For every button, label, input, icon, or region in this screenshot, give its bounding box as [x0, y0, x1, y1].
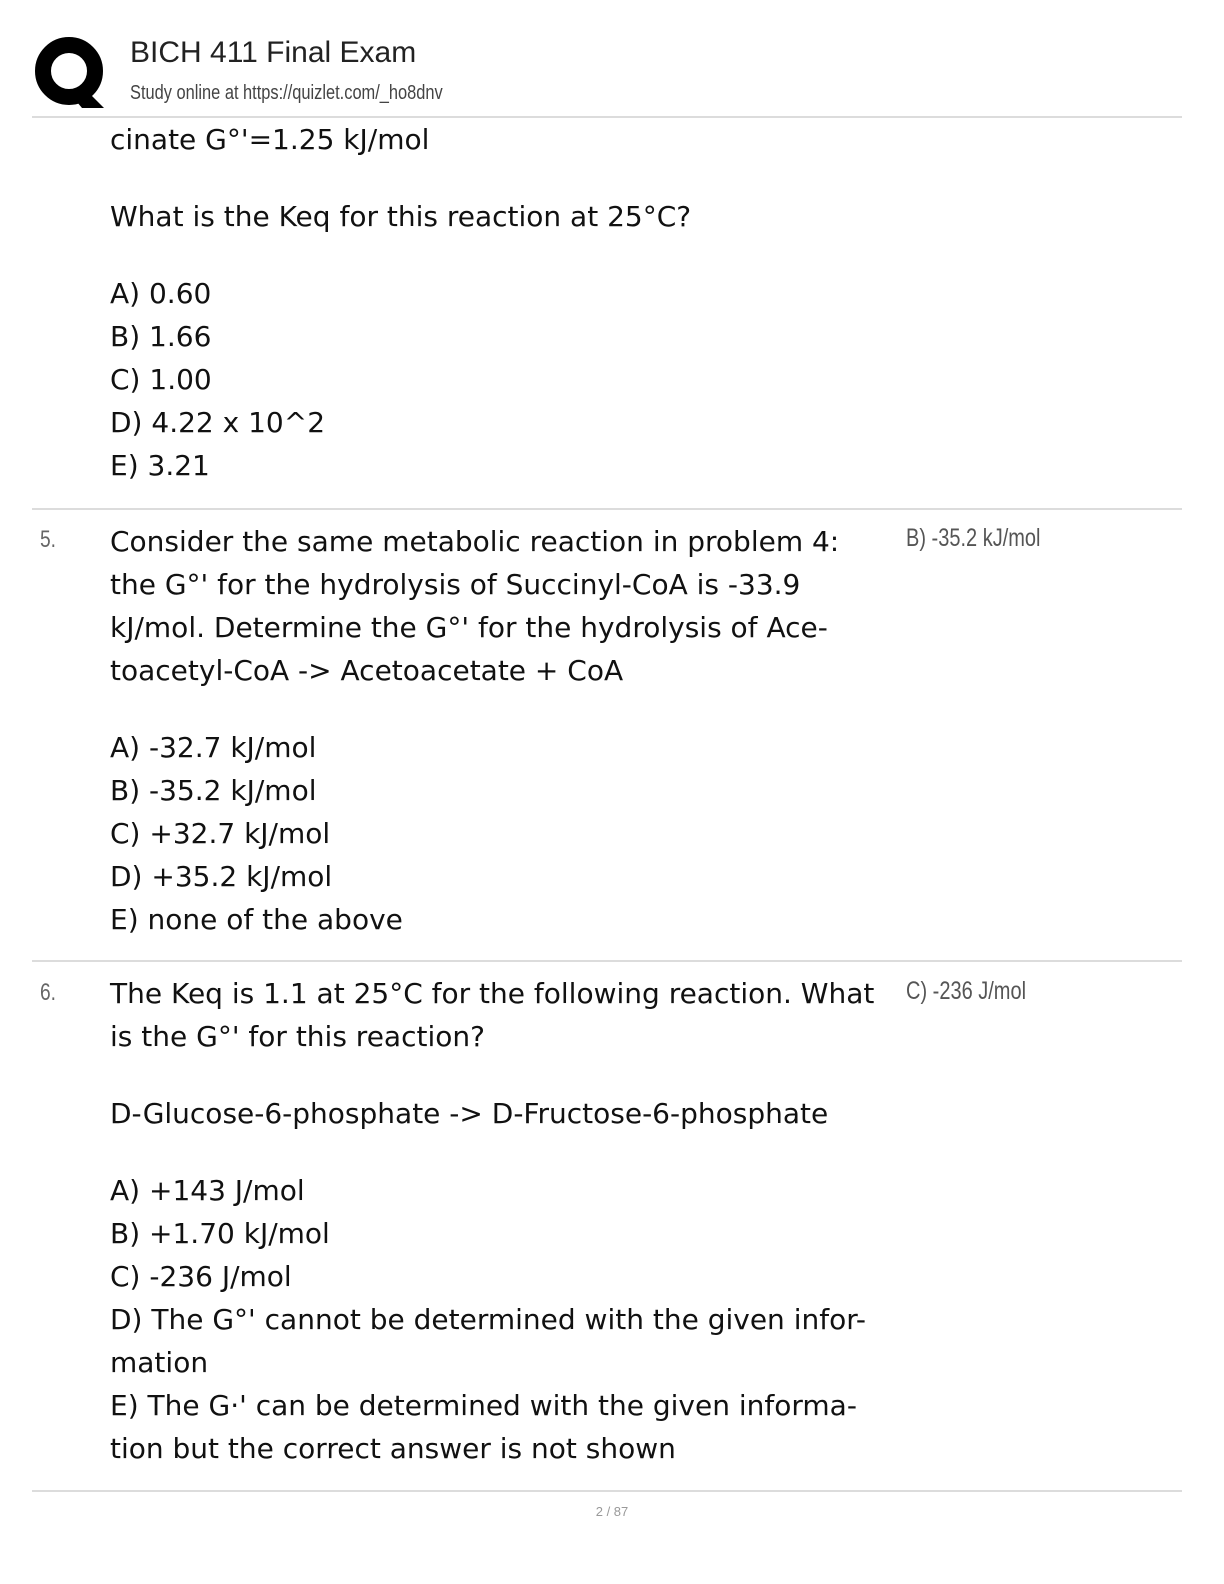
option-item: C) 1.00	[110, 363, 212, 396]
option-item: A) +143 J/mol	[110, 1174, 305, 1207]
continued-question	[110, 118, 910, 487]
option-item: D) +35.2 kJ/mol	[110, 860, 333, 893]
page-number: 2 / 87	[595, 1504, 629, 1519]
option-item: D) The G°' cannot be determined with the given infor-	[110, 1303, 867, 1336]
option-item: B) -35.2 kJ/mol	[110, 774, 317, 807]
question-line: The Keq is 1.1 at 25°C for the following reaction. What	[110, 977, 875, 1010]
study-link[interactable]: Study online at https://quizlet.com/_ho8dnv	[130, 82, 443, 104]
question-line: Consider the same metabolic reaction in problem 4:	[110, 525, 840, 558]
option-item: A) 0.60	[110, 277, 212, 310]
footer-divider	[32, 1490, 1182, 1492]
reaction-equation: D-Glucose-6-phosphate -> D-Fructose-6-phosphate	[110, 1097, 829, 1130]
question-number: 6.	[40, 979, 57, 1006]
question-line: kJ/mol. Determine the G°' for the hydrolysis of Ace-	[110, 611, 828, 644]
question-line: the G°' for the hydrolysis of Succinyl-CoA is -33.9	[110, 568, 801, 601]
option-item: E) The G·' can be determined with the given informa-	[110, 1389, 857, 1422]
question-number: 5.	[40, 526, 57, 553]
question-5	[110, 520, 910, 941]
option-item: mation	[110, 1346, 209, 1379]
page-header	[32, 30, 1182, 116]
question-divider	[32, 960, 1182, 962]
option-item: E) 3.21	[110, 449, 210, 482]
document-title: BICH 411 Final Exam	[130, 36, 417, 69]
option-item: tion but the correct answer is not shown	[110, 1432, 676, 1465]
quizlet-logo-icon	[32, 34, 110, 112]
question-line: toacetyl-CoA -> Acetoacetate + CoA	[110, 654, 624, 687]
option-item: E) none of the above	[110, 903, 403, 936]
answer-text: C) -236 J/mol	[906, 977, 1027, 1005]
option-item: A) -32.7 kJ/mol	[110, 731, 317, 764]
question-divider	[32, 508, 1182, 510]
question-line: is the G°' for this reaction?	[110, 1020, 485, 1053]
option-item: B) 1.66	[110, 320, 212, 353]
option-item: D) 4.22 x 10^2	[110, 406, 326, 439]
question-line: cinate G°'=1.25 kJ/mol	[110, 123, 430, 156]
option-item: B) +1.70 kJ/mol	[110, 1217, 330, 1250]
option-item: C) +32.7 kJ/mol	[110, 817, 331, 850]
answer-text: B) -35.2 kJ/mol	[906, 524, 1041, 552]
option-item: C) -236 J/mol	[110, 1260, 292, 1293]
question-prompt: What is the Keq for this reaction at 25°C?	[110, 200, 692, 233]
question-6	[110, 972, 910, 1470]
